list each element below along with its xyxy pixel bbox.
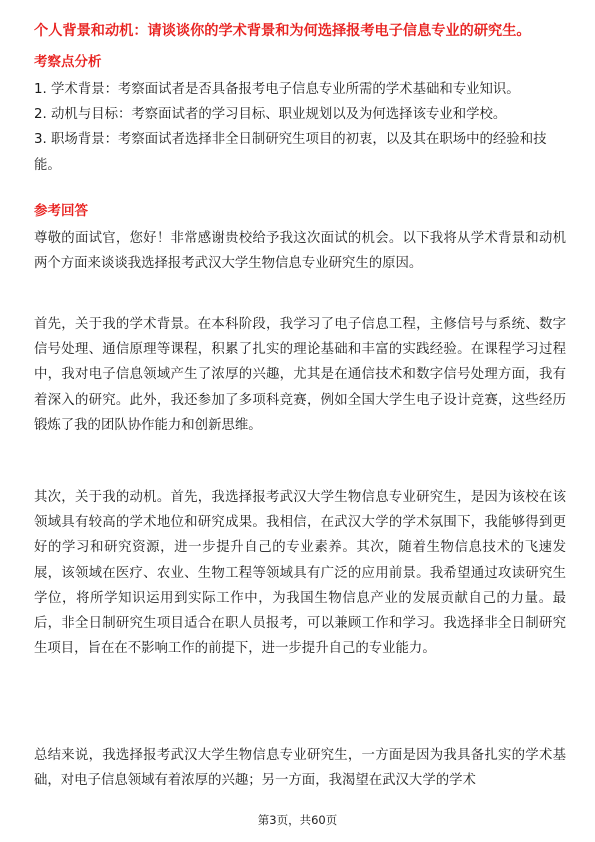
analysis-list xyxy=(34,77,566,178)
answer-paragraph xyxy=(34,485,566,661)
answer-paragraph xyxy=(34,743,566,793)
answer-paragraph xyxy=(34,312,566,438)
page-number: 第3页，共60页 xyxy=(257,813,338,827)
question-title: 个人背景和动机：请谈谈你的学术背景和为何选择报考电子信息专业的研究生。 xyxy=(34,23,531,39)
analysis-item: 2. 动机与目标：考察面试者的学习目标、职业规划以及为何选择该专业和学校。 xyxy=(34,107,507,123)
answer-paragraph xyxy=(34,226,566,276)
answer-paragraph-text: 首先，关于我的学术背景。在本科阶段，我学习了电子信息工程，主修信号与系统、数字信号处理、通信原理等课程，积累了扎实的理论基础和丰富的实践经验。在课程学习过程中，我对电子信息领域产生了浓厚的兴趣，尤其是在通信技术和数字信号处理方面，我有着深入的研究。此外，我还参加了多项科竞赛，例如全国大学生电子设计竞赛，这些经历锻炼了我的团队协作能力和创新思维。 xyxy=(34,317,566,433)
analysis-heading: 考察点分析 xyxy=(34,54,102,70)
answer-heading: 参考回答 xyxy=(34,203,88,219)
analysis-item: 1. 学术背景：考察面试者是否具备报考电子信息专业所需的学术基础和专业知识。 xyxy=(34,82,520,97)
analysis-item: 3. 职场背景：考察面试者选择非全日制研究生项目的初衷，以及其在职场中的经验和技能。 xyxy=(34,132,547,173)
answer-paragraph-text: 总结来说，我选择报考武汉大学生物信息专业研究生，一方面是因为我具备扎实的学术基础，对电子信息领域有着浓厚的兴趣；另一方面，我渴望在武汉大学的学术 xyxy=(34,748,566,789)
answer-paragraph-text: 尊敬的面试官，您好！非常感谢贵校给予我这次面试的机会。以下我将从学术背景和动机两个方面来谈谈我选择报考武汉大学生物信息专业研究生的原因。 xyxy=(34,231,566,272)
answer-paragraph-text: 其次，关于我的动机。首先，我选择报考武汉大学生物信息专业研究生，是因为该校在该领域具有较高的学术地位和研究成果。我相信，在武汉大学的学术氛围下，我能够得到更好的学习和研究资源，进一步提升自己的专业素养。其次，随着生物信息技术的飞速发展，该领域在医疗、农业、生物工程等领域具有广泛的应用前景。我希望通过攻读研究生学位，将所学知识运用到实际工作中，为我国生物信息产业的发展贡献自己的力量。最后，非全日制研究生项目适合在职人员报考，可以兼顾工作和学习。我选择非全日制研究生项目，旨在在不影响工作的前提下，进一步提升自己的专业能力。 xyxy=(34,490,566,657)
